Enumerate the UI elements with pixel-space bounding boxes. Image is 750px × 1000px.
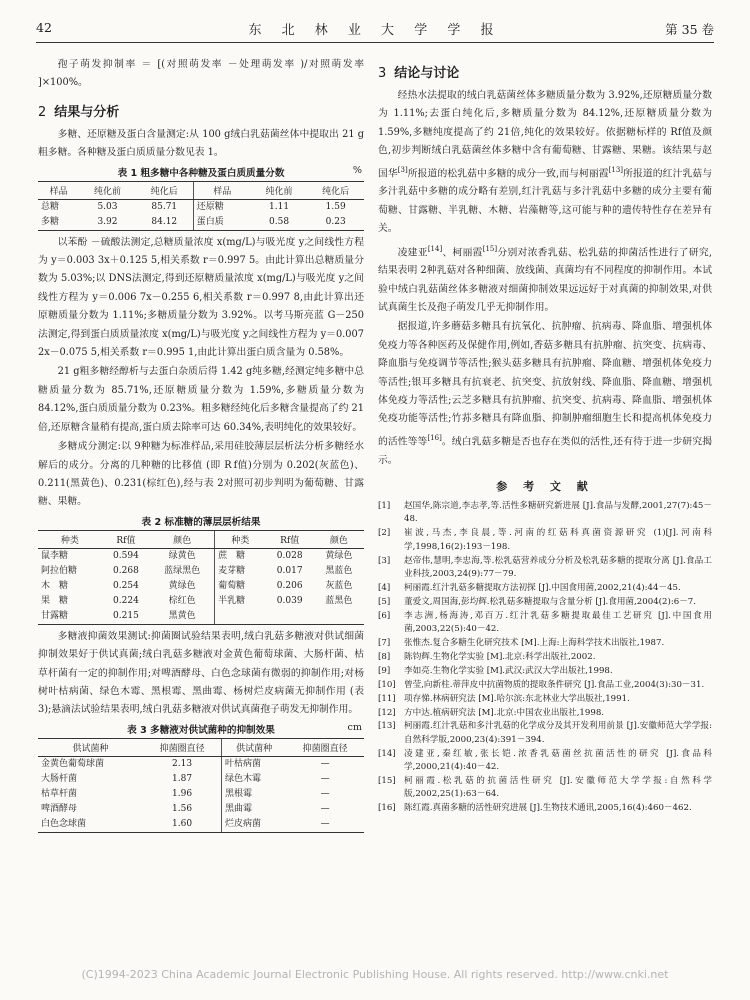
reference-item	[378, 679, 712, 692]
reference-number: [7]	[378, 637, 391, 648]
table-cell: 2.13	[172, 759, 193, 770]
table-cell: 绿色木霉	[222, 772, 287, 787]
reference-number: [15]	[378, 776, 396, 787]
reference-number: [13]	[378, 721, 396, 732]
table-cell: 灰蓝色	[325, 581, 353, 592]
table-cell: 3.92	[79, 215, 136, 231]
citation: [13]	[608, 165, 624, 174]
reference-number: [11]	[378, 693, 396, 704]
reference-number: [5]	[378, 596, 391, 607]
table-row	[38, 802, 364, 817]
column-header: 颜色	[314, 530, 364, 548]
paragraph: 21 g粗多糖经醇析与去蛋白杂质后得 1.42 g纯多糖,经测定纯多糖中总糖质量分数为 85.71%,还原糖质量分数为 1.59%,多糖质量分数为 84.12%,蛋白质质量分数为 0.23%。粗多糖经纯化后多糖含量提高了约 21倍,还原糖含量稍有提高,蛋白质去除率可达 60.34%,表明纯化的效果较好。	[38, 366, 364, 433]
table-cell: 金黄色葡萄球菌	[41, 759, 105, 770]
table-row	[38, 787, 364, 802]
column-header: 种类	[38, 530, 102, 548]
page-number: 42	[36, 20, 52, 35]
reference-number: [1]	[378, 500, 391, 511]
reference-item	[378, 582, 712, 595]
journal-title: 东 北 林 业 大 学 学 报	[248, 23, 502, 38]
column-header: 颜色	[150, 530, 215, 548]
reference-text: 曾莹,向新柱.蒂萍皮中抗菌物质的提取条件研究 [J].食品工业,2004(3):30－31.	[404, 679, 705, 690]
table-cell: 鼠李糖	[41, 551, 69, 562]
reference-text: 张惟杰.复合多糖生化研究技术 [M].上海:上海科学技术出版社,1987.	[404, 637, 665, 648]
table-cell: 葡萄糖	[215, 579, 266, 594]
reference-number: [12]	[378, 707, 396, 718]
paragraph: 经热水法提取的绒白乳菇菌丝体多糖质量分数为 3.92%,还原糖质量分数为 1.11%;去蛋白纯化后,多糖质量分数为 84.12%,还原糖质量分数为 1.59%,多糖纯度提高了约 21倍,纯化的效果较好。依据糖标样的 Rf值及颜色,初步判断绒白乳菇菌丝体多糖中含有葡萄糖、甘露糖、果糖。该结果与赵国华[3]所报道的松乳菇中多糖的成分一致,而与柯丽霞[13]所报道的红汁乳菇与多汁乳菇中多糖的成分略有差别,红汁乳菇与多汁乳菇中多糖的成分主要有葡萄糖、甘露糖、半乳糖、木糖、岩藻糖等,这可能与种的遗传特性存在差异有关。	[378, 90, 713, 235]
table-cell: 黑黄色	[150, 609, 215, 625]
table-cell: —	[320, 804, 330, 815]
table-header-row	[38, 738, 364, 756]
table-cell: 0.268	[113, 566, 139, 577]
reference-number: [14]	[378, 748, 396, 759]
table-row	[38, 817, 364, 833]
section-3-heading	[378, 62, 712, 81]
section-number: 3	[378, 66, 387, 81]
table-cell: 叶枯病菌	[222, 756, 287, 772]
table-cell: 黄绿色	[168, 581, 196, 592]
reference-number: [2]	[378, 528, 391, 539]
table-cell: 0.58	[251, 215, 308, 231]
table-cell: —	[320, 759, 330, 770]
table-unit: %	[352, 164, 362, 176]
references-title: 参 考 文 献	[496, 479, 594, 493]
table-row	[38, 772, 364, 787]
reference-number: [3]	[378, 555, 391, 566]
table-cell: 0.23	[307, 215, 364, 231]
table-cell: 1.60	[143, 817, 221, 833]
column-header: Rf值	[102, 530, 150, 548]
table-cell: 0.254	[113, 581, 139, 592]
formula-line: 孢子萌发抑制率 ＝ [(对照萌发率 －处理萌发率 )/对照萌发率 ]×100%。	[38, 59, 364, 89]
reference-item	[378, 693, 712, 706]
column-header: 抑菌圈直径	[286, 738, 364, 756]
citation: [3]	[397, 165, 408, 174]
column-header: Rf值	[266, 530, 314, 548]
reference-item	[378, 555, 712, 582]
table-cell: 0.594	[113, 551, 139, 562]
table-cell: 黄绿色	[325, 551, 353, 562]
reference-item	[378, 802, 712, 815]
volume-label: 第 35 卷	[665, 22, 714, 37]
section-title: 结论与讨论	[394, 66, 460, 81]
reference-item	[378, 775, 712, 802]
reference-number: [10]	[378, 679, 396, 690]
column-header: 供试菌种	[222, 738, 287, 756]
table-cell: 0.028	[276, 551, 303, 562]
reference-text: 柯丽霞.红汁乳菇多糖提取方法初探 [J].中国食用菌,2002,21(4):44－45.	[404, 582, 681, 593]
reference-item	[378, 527, 712, 554]
table-3-caption: 表 3 多糖液对供试菌种的抑制效果 cm	[127, 721, 362, 736]
column-header: 抑菌圈直径	[143, 738, 221, 756]
table-2	[38, 530, 364, 625]
table-cell: —	[286, 817, 364, 833]
table-cell: 0.215	[102, 609, 150, 625]
reference-number: [16]	[378, 803, 396, 814]
table-3	[38, 738, 364, 833]
table-unit: cm	[347, 721, 362, 733]
table-1	[38, 181, 364, 231]
table-row	[38, 594, 364, 609]
column-header: 样品	[193, 181, 250, 199]
table-cell: 啤酒酵母	[41, 804, 78, 815]
table-cell: 0.017	[276, 566, 303, 577]
table-cell: 半乳糖	[215, 594, 266, 609]
table-cell: 蓝黑色	[325, 596, 353, 607]
table-cell: 1.11	[269, 202, 290, 213]
table-cell: 1.87	[172, 774, 193, 785]
column-header: 种类	[215, 530, 266, 548]
reference-number: [6]	[378, 610, 391, 621]
table-cell: 84.12	[136, 215, 193, 231]
section-title: 结果与分析	[54, 104, 120, 120]
reference-item	[378, 637, 712, 650]
reference-item	[378, 651, 712, 664]
column-header: 纯化前	[79, 181, 136, 199]
table-cell: 甘露糖	[38, 609, 102, 625]
paragraph: 多糖成分测定:以 9种糖为标准样品,采用硅胶薄层层析法分析多糖经水解后的成分。分离的几种糖的比移值 (即 R f值)分别为 0.202(灰蓝色)、0.211(黑黄色)、0.231(棕红色),经与表 2对照可初步判明为葡萄糖、甘露糖、果糖。	[38, 441, 364, 508]
reference-item	[378, 707, 712, 720]
table-cell	[215, 609, 266, 625]
reference-text: 赵国华,陈宗道,李志孝,等.活性多糖研究新进展 [J].食品与发酵,2001,27(7):45－48.	[404, 500, 712, 525]
section-number: 2	[38, 104, 47, 120]
paragraph: 据报道,许多蘑菇多糖具有抗氧化、抗肿瘤、抗病毒、降血脂、增强机体免疫力等各种医药及保健作用,例如,香菇多糖具有抗肿瘤、抗突变、抗病毒、降血脂与免疫调节等活性;猴头菇多糖具有抗肿瘤、降血糖、增强机体免疫力等活性;银耳多糖具有抗衰老、抗突变、抗放射线、降血脂、降血糖、增强机体免疫力等活性;云芝多糖具有抗肿瘤、抗突变、抗病毒、降血脂、增强机体免疫功能等活性;竹荪多糖具有降血脂、抑制肿瘤细胞生长和提高机体免疫力的活性等等[16]。绒白乳菇多糖是否也存在类似的活性,还有待于进一步研究揭示。	[378, 321, 713, 466]
reference-item	[378, 500, 712, 527]
table-cell: —	[320, 789, 330, 800]
table-cell	[266, 609, 314, 625]
table-cell: 1.59	[325, 202, 346, 213]
table-cell: 蔗 糖	[215, 548, 266, 564]
table-cell: 黑根霉	[222, 787, 287, 802]
table-header-row	[38, 181, 364, 199]
table-cell	[314, 609, 364, 625]
table-cell: 1.56	[172, 804, 193, 815]
table-row	[38, 609, 364, 625]
table-cell: 阿拉伯糖	[41, 566, 78, 577]
table-cell: 枯草杆菌	[41, 789, 78, 800]
paragraph: 多糖液抑菌效果测试:抑菌圈试验结果表明,绒白乳菇多糖液对供试细菌抑制效果好于供试真菌;绒白乳菇多糖液对金黄色葡萄球菌、大肠杆菌、枯草杆菌有一定的抑制作用;对啤酒酵母、白色念球菌有微弱的抑制作用;对杨树叶枯病菌、绿色木霉、黑根霉、黑曲霉、杨树烂皮病菌无抑制作用 (表 3);悬滴法试验结果表明,绒白乳菇多糖液对供试真菌孢子萌发无抑制作用。	[38, 630, 364, 716]
left-column	[38, 56, 364, 836]
table-cell: 0.039	[276, 596, 303, 607]
reference-text: 方中达.植病研究法 [M].北京:中国农业出版社,1998.	[404, 707, 605, 718]
column-header: 纯化后	[136, 181, 193, 199]
column-header: 纯化前	[251, 181, 308, 199]
citation: [16]	[427, 433, 442, 442]
table-row	[38, 579, 364, 594]
table-row	[38, 199, 364, 215]
table-cell: 果 糖	[41, 596, 69, 607]
table-cell: 0.224	[113, 596, 139, 607]
reference-text: 董爱文,周国海,彭均辉.松乳菇多糖提取与含量分析 [J].食用菌,2004(2):6－7.	[404, 596, 696, 607]
table-cell: 烂皮病菌	[222, 817, 287, 833]
table-cell: 白色念球菌	[38, 817, 143, 833]
reference-list	[378, 500, 712, 816]
table-cell: 多糖	[38, 215, 79, 231]
table-row	[38, 564, 364, 579]
table-cell: 蓝绿黑色	[164, 566, 201, 577]
running-header	[36, 16, 714, 43]
reference-text: 李如亮.生物化学实验 [M].武汉:武汉大学出版社,1998.	[404, 665, 613, 676]
reference-number: [9]	[378, 665, 391, 676]
table-cell: 总糖	[41, 202, 60, 213]
table-cell: 绿黄色	[168, 551, 196, 562]
reference-item	[378, 596, 712, 609]
table-cell: 1.96	[172, 789, 193, 800]
table-2-caption: 表 2 标准糖的薄层层析结果	[141, 516, 261, 528]
column-header: 供试菌种	[38, 738, 143, 756]
reference-item	[378, 665, 712, 678]
table-row	[38, 215, 364, 231]
reference-text: 李志洲,杨海涛,邓百万.红汁乳菇多糖提取最佳工艺研究 [J].中国食用菌,2003,22(5):40－42.	[404, 610, 712, 635]
reference-text: 陈钧辉.生物化学实验 [M].北京:科学出版社,2002.	[404, 651, 596, 662]
section-2-heading	[38, 101, 364, 120]
reference-text: 崔波,马杰,李良晨,等.河南的红菇科真菌资源研究 (1)[J].河南科学,1998,16(2):193－198.	[404, 528, 712, 552]
paragraph: 以苯酚 －硫酸法测定,总糖质量浓度 x(mg/L)与吸光度 y之间线性方程为 y＝0.003 3x＋0.125 5,相关系数 r＝0.997 5。由此计算出总糖质量分数为 5.03%;以 DNS法测定,得到还原糖质量浓度 x(mg/L)与吸光度 y之间线性方程为 y＝0.006 7x－0.255 6,相关系数 r＝0.997 8,由此计算出还原糖质量分数为 1.11%;多糖质量分数为 3.92%。以考马斯亮蓝 G－250法测定,得到蛋白质质量浓度 x(mg/L)与吸光度 y之间线性方程为 y＝0.007 2x－0.075 5,相关系数 r＝0.995 1,由此计算出蛋白质含量为 0.58%。	[38, 236, 364, 359]
table-cell: 还原糖	[193, 199, 250, 215]
reference-item	[378, 720, 712, 747]
paragraph: 多糖、还原糖及蛋白含量测定:从 100 g绒白乳菇菌丝体中提取出 21 g粗多糖。各种糖及蛋白质质量分数见表 1。	[38, 128, 364, 159]
reference-text: 柯丽霞.红汁乳菇和多汁乳菇的化学成分及其开发利用前景 [J].安徽师范大学学报:自然科学版,2000,23(4):391－394.	[404, 721, 712, 745]
citation: [15]	[482, 244, 498, 253]
table-cell: 蛋白质	[193, 215, 250, 231]
reference-number: [8]	[378, 651, 391, 662]
table-cell: 黑曲霉	[222, 802, 287, 817]
table-cell: 大肠杆菌	[41, 774, 78, 785]
table-header-row	[38, 530, 364, 548]
copyright-footer: (C)1994-2023 China Academic Journal Electronic Publishing House. All rights reserved. http://www.cnki.net	[81, 968, 669, 981]
column-header: 样品	[38, 181, 79, 199]
table-cell: 棕红色	[168, 596, 196, 607]
reference-text: 凌建亚,秦红敏,张长铠.浓香乳菇菌丝抗菌活性的研究 [J].食品科学,2000,21(4):40－42.	[404, 748, 712, 773]
table-cell: 85.71	[151, 202, 178, 213]
table-row	[38, 756, 364, 772]
reference-number: [4]	[378, 582, 391, 593]
column-header: 纯化后	[307, 181, 364, 199]
table-cell: 木 糖	[41, 581, 69, 592]
reference-text: 项存悌.林病研究法 [M].哈尔滨:东北林业大学出版社,1991.	[404, 693, 630, 704]
table-cell: 麦芽糖	[215, 564, 266, 579]
reference-text: 赵帝伟,慧明,李忠海,等.松乳菇营养成分分析及松乳菇多糖的提取分离 [J].食品工业科技,2003,24(9):77－79.	[404, 555, 712, 579]
citation: [14]	[427, 244, 443, 253]
table-cell: 0.206	[276, 581, 303, 592]
reference-item	[378, 748, 712, 775]
reference-item	[378, 610, 712, 637]
reference-text: 陈红霞.真菌多糖的活性研究进展 [J].生物技术通讯,2005,16(4):460－462.	[404, 803, 692, 814]
table-cell: —	[320, 774, 330, 785]
table-cell: 黑蓝色	[325, 566, 353, 577]
right-column	[378, 56, 712, 816]
reference-text: 柯丽霞.松乳菇的抗菌活性研究 [J].安徽师范大学学报:自然科学版,2002,25(1):63－64.	[404, 776, 712, 800]
table-cell: 5.03	[97, 202, 118, 213]
paragraph: 凌建亚[14]、柯丽霞[15]分别对浓香乳菇、松乳菇的抑菌活性进行了研究,结果表明 2种乳菇对各种细菌、放线菌、真菌均有不同程度的抑制作用。本试验中绒白乳菇菌丝体多糖液对细菌抑制效果远远好于对真菌的抑制效果,对供试真菌生长及孢子萌发几乎无抑制作用。	[378, 244, 713, 313]
table-row	[38, 548, 364, 564]
table-1-caption: 表 1 粗多糖中各种糖及蛋白质质量分数 %	[117, 164, 362, 179]
